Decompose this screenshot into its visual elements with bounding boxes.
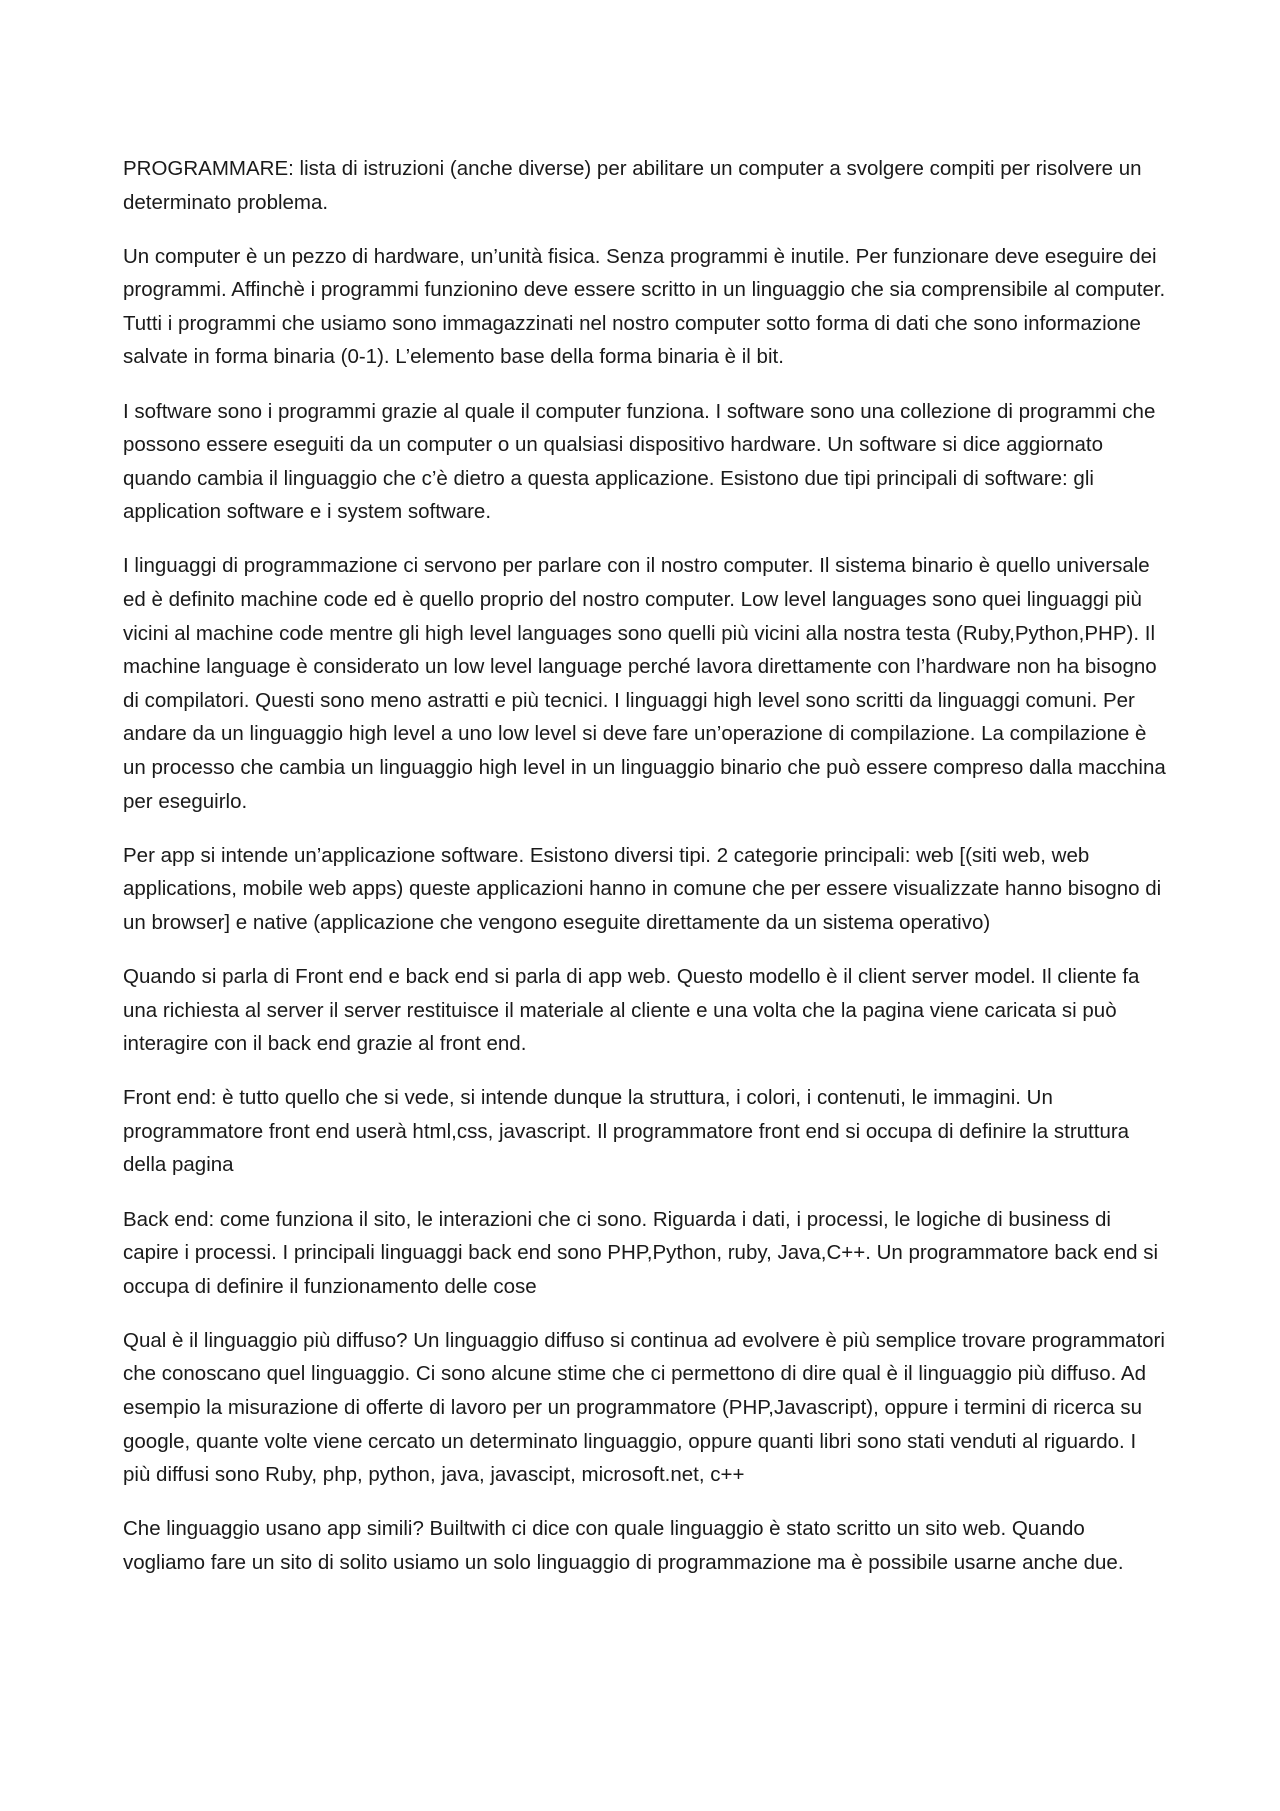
paragraph-app: Per app si intende un’applicazione software. Esistono diversi tipi. 2 categorie principali: web [(siti web, web applications, mobile web apps) queste applicazioni hanno in comune che per essere visualizzate hanno bisogno di un browser] e native (applicazione che vengono eseguite direttamente da un sistema operativo) (123, 843, 1162, 934)
paragraph-back-end: Back end: come funziona il sito, le interazioni che ci sono. Riguarda i dati, i processi, le logiche di business di capire i processi. I principali linguaggi back end sono PHP,Python, ruby, Java,C++. Un programmatore back end si occupa di definire il funzionamento delle cose (123, 1207, 1159, 1298)
paragraph-client-server: Quando si parla di Front end e back end si parla di app web. Questo modello è il client server model. Il cliente fa una richiesta al server il server restituisce il materiale al cliente e una volta che la pagina viene caricata si può interagire con il back end grazie al front end. (123, 964, 1140, 1056)
paragraph-software: I software sono i programmi grazie al quale il computer funziona. I software sono una collezione di programmi che possono essere eseguiti da un computer o un qualsiasi dispositivo hardware. Un software si dice aggiornato quando cambia il linguaggio che c’è dietro a questa applicazione. Esistono due tipi principali di software: gli application software e i system software. (123, 399, 1156, 524)
paragraph-app-simili: Che linguaggio usano app simili? Builtwith ci dice con quale linguaggio è stato scritto un sito web. Quando vogliamo fare un sito di solito usiamo un solo linguaggio di programmazione ma è possibile usarne anche due. (123, 1517, 1124, 1574)
paragraph-front-end: Front end: è tutto quello che si vede, si intende dunque la struttura, i colori, i contenuti, le immagini. Un programmatore front end userà html,css, javascript. Il programmatore front end si occupa di definire la struttura della pagina (123, 1086, 1130, 1177)
paragraph-programmare: PROGRAMMARE: lista di istruzioni (anche diverse) per abilitare un computer a svolgere compiti per risolvere un determinato problema. (123, 157, 1142, 214)
paragraph-computer-hardware: Un computer è un pezzo di hardware, un’unità fisica. Senza programmi è inutile. Per funzionare deve eseguire dei programmi. Affinchè i programmi funzionino deve essere scritto in un linguaggio che sia comprensibile al computer. Tutti i programmi che usiamo sono immagazzinati nel nostro computer sotto forma di dati che sono informazione salvate in forma binaria (0-1). L’elemento base della forma binaria è il bit. (123, 244, 1166, 369)
paragraph-linguaggi: I linguaggi di programmazione ci servono per parlare con il nostro computer. Il sistema binario è quello universale ed è definito machine code ed è quello proprio del nostro computer. Low level languages sono quei linguaggi più vicini al machine code mentre gli high level languages sono quelli più vicini alla nostra testa (Ruby,Python,PHP). Il machine language è considerato un low level language perché lavora direttamente con l’hardware non ha bisogno di compilatori. Questi sono meno astratti e più tecnici. I linguaggi high level sono scritti da linguaggi comuni. Per andare da un linguaggio high level a uno low level si deve fare un’operazione di compilazione. La compilazione è un processo che cambia un linguaggio high level in un linguaggio binario che può essere compreso dalla macchina per eseguirlo. (123, 554, 1166, 813)
document-body (123, 152, 1168, 1600)
paragraph-linguaggio-diffuso: Qual è il linguaggio più diffuso? Un linguaggio diffuso si continua ad evolvere è più semplice trovare programmatori che conoscano quel linguaggio. Ci sono alcune stime che ci permettono di dire qual è il linguaggio più diffuso. Ad esempio la misurazione di offerte di lavoro per un programmatore (PHP,Javascript), oppure i termini di ricerca su google, quante volte viene cercato un determinato linguaggio, oppure quanti libri sono stati venduti al riguardo. I più diffusi sono Ruby, php, python, java, javascipt, microsoft.net, c++ (123, 1328, 1165, 1487)
